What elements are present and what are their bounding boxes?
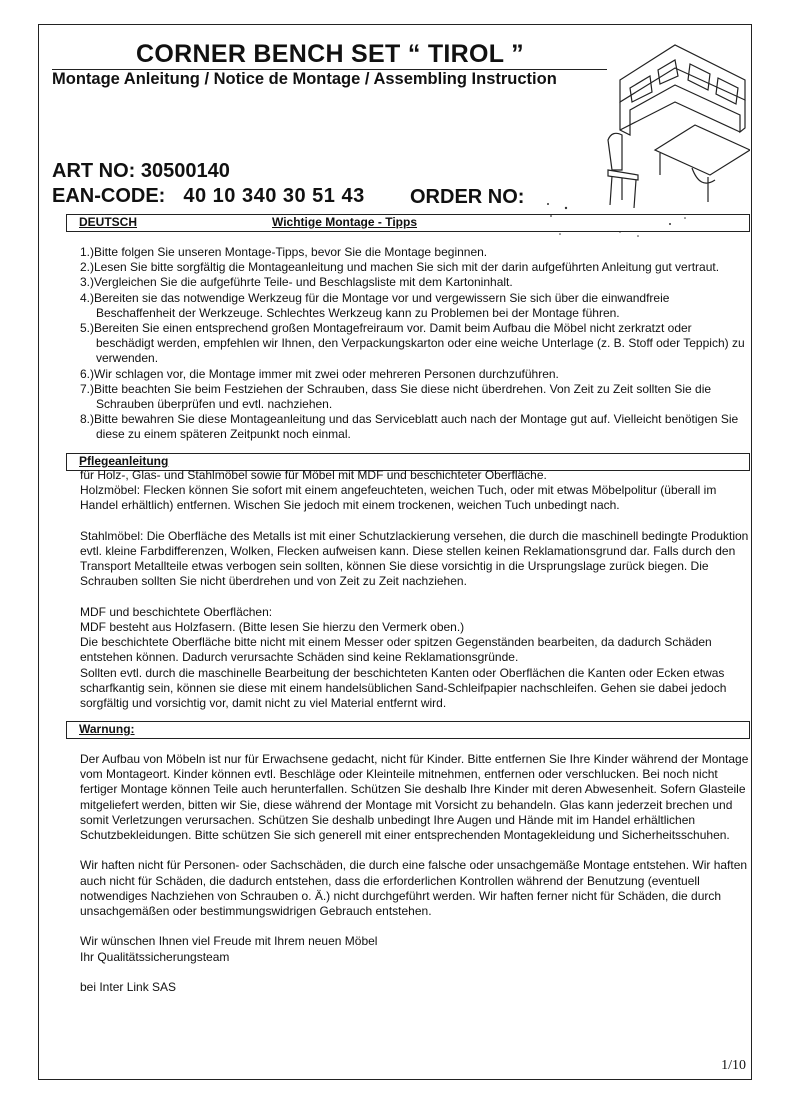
care-mdf-line3: Sollten evtl. durch die maschinelle Bearbeitung der beschichteten Kanten oder Oberflächen die Kanten oder Ecken etwas scharfkantig sein, können sie diese mit einem handelsüblichen Sand-Schleifpapier nachschleifen. Gehen sie dabei jedoch sorgfältig und vorsichtig vor, damit nicht zu viel Material entfernt wird. [80,665,727,711]
page-number: 1/10 [721,1058,746,1073]
ean-code [52,185,365,208]
tip-item: 8.)Bitte bewahren Sie diese Montageanleitung und das Serviceblatt auch nach der Montage gut auf. Vielleicht benötigen Sie diese zu einem späteren Zeitpunkt noch einmal. [80,412,739,442]
order-number-label: ORDER NO: [410,186,525,208]
tips-section-bar [66,214,750,232]
tip-item: 7.)Bitte beachten Sie beim Festziehen der Schrauben, dass Sie diese nicht überdrehen. Von Zeit zu Zeit sollten Sie die Schrauben überprüfen und evtl. nachziehen. [80,381,712,412]
warning-text [80,752,750,995]
warning-heading: Warnung: [79,722,135,736]
closing-line2: Ihr Qualitätssicherungsteam [80,949,230,964]
ean-label: EAN-CODE: [52,185,166,207]
tips-list [80,245,750,443]
document-subtitle: Montage Anleitung / Notice de Montage / Assembling Instruction [52,70,557,88]
care-intro: für Holz-, Glas- und Stahlmöbel sowie für Möbel mit MDF und beschichteter Oberfläche. [80,468,547,482]
tip-item: 6.)Wir schlagen vor, die Montage immer mit zwei oder mehreren Personen durchzuführen. [80,366,559,381]
language-label: DEUTSCH [79,215,138,229]
tip-item: 3.)Vergleichen Sie die aufgeführte Teile- und Beschlagsliste mit dem Kartoninhalt. [80,275,513,290]
tip-item: 2.)Lesen Sie bitte sorgfältig die Montageanleitung und machen Sie sich mit der darin aufgeführten Anleitung gut vertraut. [80,260,720,275]
corner-bench-set-drawing-icon [600,40,750,220]
ean-value: 40 10 340 30 51 43 [183,185,365,207]
tip-item: 1.)Bitte folgen Sie unseren Montage-Tipps, bevor Sie die Montage beginnen. [80,245,488,259]
care-mdf-title: MDF und beschichtete Oberflächen: [80,604,273,619]
care-heading: Pflegeanleitung [79,454,169,468]
closing-line1: Wir wünschen Ihnen viel Freude mit Ihrem neuen Möbel [80,934,378,949]
signature: bei Inter Link SAS [80,980,177,994]
article-number: ART NO: 30500140 [52,160,230,182]
document-title: CORNER BENCH SET “ TIROL ” [136,40,524,68]
care-wood: Holzmöbel: Flecken können Sie sofort mit einem angefeuchteten, weichen Tuch, oder mit etwas Möbelpolitur (überall im Handel erhältlich) entfernen. Wischen Sie jedoch mit einem trockenen, weichen Tuch unbedingt nach. [80,483,717,513]
warning-para2: Wir haften nicht für Personen- oder Sachschäden, die durch eine falsche oder unsachgemäße Montage entstehen. Wir haften auch nicht für Schäden, die dadurch entstehen, dass die erforderlichen Kontrollen während der Benutzung (eventuell notwendiges Nachziehen von Schrauben o. Ä.) nicht durchgeführt werden. Wir haften ferner nicht für Schäden, die durch unsachgemäßen oder bestimmungswidrigen Gebrauch entstehen. [80,858,748,919]
care-instructions [80,468,750,711]
tip-item: 4.)Bereiten sie das notwendige Werkzeug für die Montage vor und vergewissern Sie sich über die einwandfreie Beschaffenheit der Werkzeuge. Schlechtes Werkzeug kann zu Problemen bei der Montage führen. [80,290,670,320]
care-mdf-line2: Die beschichtete Oberfläche bitte nicht mit einem Messer oder spitzen Gegenständen bearbeiten, da dadurch Schäden entstehen können. Dadurch verursachte Schäden sind keine Reklamationsgründe. [80,635,712,665]
warning-para1: Der Aufbau von Möbeln ist nur für Erwachsene gedacht, nicht für Kinder. Bitte entfernen Sie Ihre Kinder während der Montage vom Montageort. Kinder können evtl. Beschläge oder Kleinteile mitnehmen, entfernen oder verschlucken. Bei noch nicht fertiger Montage können Teile auch herunterfallen. Schützen Sie deshalb Ihre Kinder mit deren Abwesenheit. Sofern Glasteile mitgeliefert werden, bitten wir Sie, diese während der Montage mit Vorsicht zu behandeln. Glas kann jederzeit brechen und somit Verletzungen verursachen. Schützen Sie deshalb unbedingt Ihre Augen und Hände mit im Handel erhältlichen Schutzbekleidungen. Bitte schützen Sie sich generell mit einer entsprechenden Montagekleidung und Sicherheitsschuhen. [80,752,749,843]
warning-section-bar [66,721,750,739]
tip-item: 5.)Bereiten Sie einen entsprechend großen Montagefreiraum vor. Damit beim Aufbau die Möbel nicht zerkratzt oder beschädigt werden, empfehlen wir Ihnen, den Verpackungskarton oder eine weiche Unterlage (z. B. Stoff oder Teppich) zu verwenden. [80,321,745,366]
care-mdf-line1: MDF besteht aus Holzfasern. (Bitte lesen Sie hierzu den Vermerk oben.) [80,620,465,634]
care-steel: Stahlmöbel: Die Oberfläche des Metalls ist mit einer Schutzlackierung versehen, die durch die maschinell bedingte Produktion evtl. kleine Farbdifferenzen, Wolken, Flecken aufweisen kann. Diese stellen keinen Reklamationsgrund dar. Falls durch den Transport Metallteile etwas verbogen sein sollten, können Sie diese vorsichtig in die Ursprungslage zurück biegen. Die Schrauben sollten Sie nicht überdrehen und von Zeit zu Zeit nachziehen. [80,528,749,589]
tips-heading: Wichtige Montage - Tipps [272,215,418,229]
